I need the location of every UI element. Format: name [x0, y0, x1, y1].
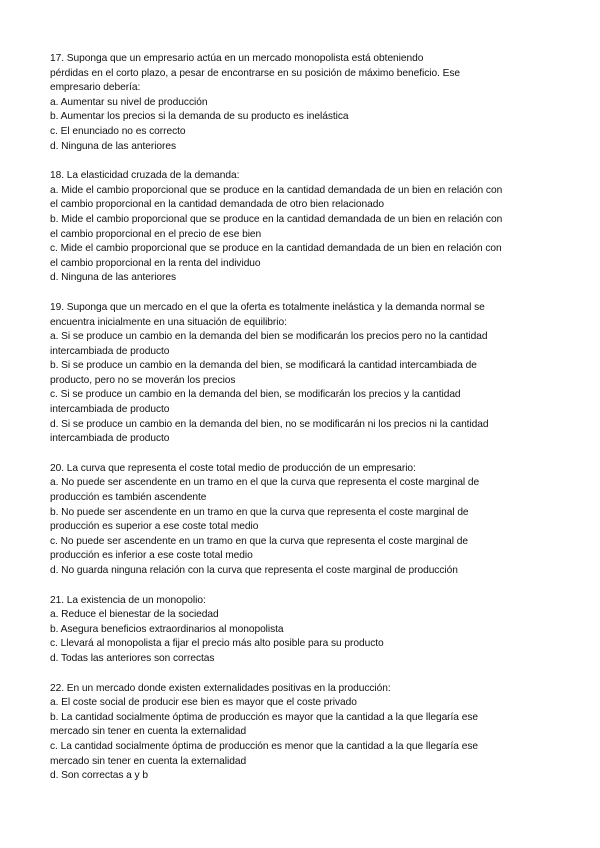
- question-18-option-b-line-1: b. Mide el cambio proporcional que se produce en la cantidad demandada de un bien en relación con: [50, 213, 503, 225]
- question-18-option-c-line-2: el cambio proporcional en la renta del individuo: [50, 257, 261, 269]
- question-17-stem-line-2: pérdidas en el corto plazo, a pesar de encontrarse en su posición de máximo beneficio. Ese: [50, 67, 461, 79]
- question-21-option-b: b. Asegura beneficios extraordinarios al monopolista: [50, 623, 284, 635]
- question-17-option-a: a. Aumentar su nivel de producción: [50, 96, 208, 108]
- question-22-option-a: a. El coste social de producir ese bien es mayor que el coste privado: [50, 697, 357, 709]
- question-20-option-a-line-2: producción es también ascendente: [50, 492, 207, 504]
- question-19-option-a-line-1: a. Si se produce un cambio en la demanda del bien se modificarán los precios pero no la cantidad: [50, 331, 488, 343]
- question-18-stem: 18. La elasticidad cruzada de la demanda:: [50, 170, 240, 182]
- question-22-option-b-line-2: mercado sin tener en cuenta la externalidad: [50, 726, 247, 738]
- question-20-option-d: d. No guarda ninguna relación con la curva que representa el coste marginal de producción: [50, 565, 458, 576]
- question-18-option-d: d. Ninguna de las anteriores: [50, 272, 177, 284]
- question-19-stem-line-1: 19. Suponga que un mercado en el que la oferta es totalmente inelástica y la demanda normal se: [50, 301, 485, 313]
- question-21-option-a: a. Reduce el bienestar de la sociedad: [50, 609, 219, 621]
- question-21-stem: 21. La existencia de un monopolio:: [50, 594, 206, 606]
- question-20-option-c-line-2: producción es inferior a ese coste total medio: [50, 550, 253, 562]
- question-17-option-d: d. Ninguna de las anteriores: [50, 140, 177, 152]
- question-19-option-a-line-2: intercambiada de producto: [50, 345, 170, 357]
- question-22-option-d: d. Son correctas a y b: [50, 770, 148, 782]
- question-19-option-c-line-2: intercambiada de producto: [50, 404, 170, 416]
- question-17: [50, 52, 555, 154]
- question-20-option-a-line-1: a. No puede ser ascendente en un tramo en el que la curva que representa el coste marginal de: [50, 477, 480, 489]
- question-20-stem: 20. La curva que representa el coste total medio de producción de un empresario:: [50, 462, 416, 474]
- question-17-stem-line-3: empresario debería:: [50, 82, 141, 94]
- question-21-option-c: c. Llevará al monopolista a fijar el precio más alto posible para su producto: [50, 638, 384, 650]
- question-18-option-c-line-1: c. Mide el cambio proporcional que se produce en la cantidad demandada de un bien en relación con: [50, 243, 502, 255]
- question-21: [50, 594, 555, 667]
- question-20-option-c-line-1: c. No puede ser ascendente en un tramo en que la curva que representa el coste marginal de: [50, 535, 468, 547]
- question-22: [50, 682, 555, 784]
- question-19-option-d-line-2: intercambiada de producto: [50, 433, 170, 445]
- question-21-option-d: d. Todas las anteriores son correctas: [50, 652, 215, 664]
- question-18: [50, 169, 555, 286]
- question-17-option-b: b. Aumentar los precios si la demanda de su producto es inelástica: [50, 111, 349, 123]
- question-19-option-b-line-2: producto, pero no se moverán los precios: [50, 374, 236, 386]
- question-17-option-c: c. El enunciado no es correcto: [50, 125, 186, 137]
- question-22-option-c-line-1: c. La cantidad socialmente óptima de producción es menor que la cantidad a la que llegaría ese: [50, 740, 478, 752]
- question-19-option-d-line-1: d. Si se produce un cambio en la demanda del bien, no se modificarán ni los precios ni la cantidad: [50, 418, 489, 430]
- question-22-option-c-line-2: mercado sin tener en cuenta la externalidad: [50, 755, 247, 767]
- question-19: [50, 301, 555, 447]
- question-18-option-b-line-2: el cambio proporcional en el precio de ese bien: [50, 228, 262, 240]
- question-18-option-a-line-2: el cambio proporcional en la cantidad demandada de otro bien relacionado: [50, 199, 384, 211]
- question-20-option-b-line-1: b. No puede ser ascendente en un tramo en que la curva que representa el coste marginal de: [50, 506, 469, 518]
- question-19-option-b-line-1: b. Si se produce un cambio en la demanda del bien, se modificará la cantidad intercambiada de: [50, 360, 477, 372]
- question-22-stem: 22. En un mercado donde existen externalidades positivas en la producción:: [50, 682, 391, 694]
- question-20: [50, 462, 555, 579]
- question-17-stem-line-1: 17. Suponga que un empresario actúa en un mercado monopolista está obteniendo: [50, 53, 424, 64]
- question-20-option-b-line-2: producción es superior a ese coste total medio: [50, 521, 259, 533]
- question-19-option-c-line-1: c. Si se produce un cambio en la demanda del bien, se modificarán los precios y la cantidad: [50, 389, 461, 401]
- question-18-option-a-line-1: a. Mide el cambio proporcional que se produce en la cantidad demandada de un bien en relación con: [50, 184, 503, 196]
- question-22-option-b-line-1: b. La cantidad socialmente óptima de producción es mayor que la cantidad a la que llegaría ese: [50, 711, 478, 723]
- question-19-stem-line-2: encuentra inicialmente en una situación de equilibrio:: [50, 316, 287, 328]
- document-page: [50, 52, 555, 799]
